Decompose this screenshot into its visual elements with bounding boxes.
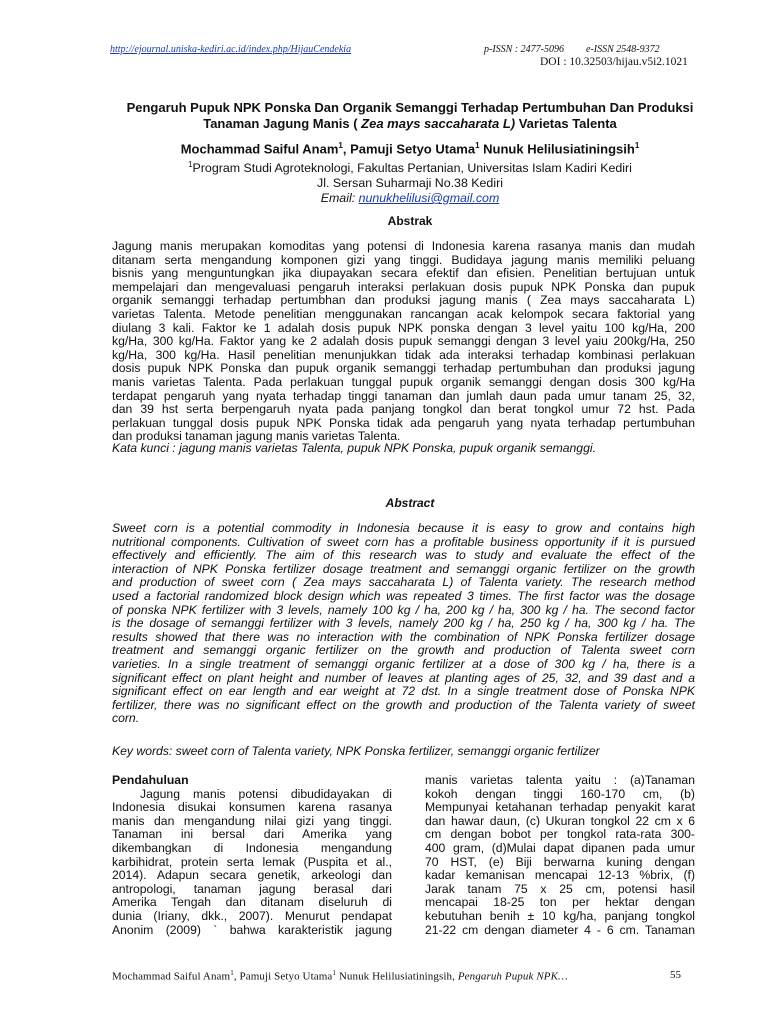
kata-kunci: Kata kunci : jagung manis varietas Talenta, pupuk NPK Ponska, pupuk organik semanggi.	[112, 441, 596, 455]
abstrak-line: Jagung manis merupakan komoditas yang potensi di Indonesia karena rasanya manis dan mudah	[112, 239, 695, 253]
pendahuluan-right-line: 70 HST, (e) Biji berwarna kuning dengan	[425, 854, 695, 869]
affiliation-institution: Program Studi Agroteknologi, Fakultas Pertanian, Universitas Islam Kadiri Kediri	[192, 161, 632, 176]
issn-info	[484, 44, 682, 55]
author-3-sup: 1	[634, 141, 640, 150]
author-2-sup: 1	[475, 141, 480, 150]
pendahuluan-left-line: manis dan mengandung nilai gizi yang tinggi.	[112, 813, 392, 828]
abstrak-body	[112, 240, 695, 444]
footer-author-2: , Pamuji Setyo Utama	[233, 970, 333, 983]
abstract-line: corn.	[112, 711, 140, 726]
email-link[interactable]: nunukhelilusi@gmail.com	[358, 191, 500, 206]
pendahuluan-left-line: antropologi, tanaman jagung berasal dari	[112, 881, 392, 896]
pendahuluan-left-line: Anonim (2009) ` bahwa karakteristik jagung	[112, 922, 392, 937]
page-number: 55	[670, 969, 681, 981]
abstrak-line: kg/Ha, 300 kg/Ha. Faktor yang ke 2 adalah dosis pupuk semanggi dengan 3 level yaiu 200kg/Ha, 250	[112, 334, 695, 349]
abstrak-line: organik semanggi terhadap pertumbhan dan produksi jagung manis ( Zea mays saccaharata L)	[112, 293, 695, 308]
affiliation-line-1	[100, 157, 720, 176]
pendahuluan-left-column	[112, 774, 392, 937]
pendahuluan-left-line: Tanaman ini bersal dari Amerika yang	[112, 827, 392, 842]
abstrak-line: bisnis yang menguntungkan jika diupayakan secara efektif dan efisien. Penelitian bertujuan untuk	[112, 266, 695, 281]
abstract-line: effectively and efficiently. The aim of this research was to study and evaluate the effect of the	[112, 548, 695, 563]
abstract-line: interaction of NPK Ponska fertilizer dosage treatment and semanggi organic fertilizer on the growth	[112, 561, 695, 576]
footer-short-title: Pengaruh Pupuk NPK…	[457, 970, 568, 983]
abstract-line: of ponska NPK fertilizer with 3 levels, namely 100 kg / ha, 200 kg / ha, 300 kg / ha. The second factor	[112, 602, 695, 617]
abstract-line: and production of sweet corn ( Zea mays saccaharata L) of Talenta variety. The research method	[112, 575, 695, 590]
abstract-heading: Abstract	[385, 496, 435, 510]
pendahuluan-left-line: 2014). Adapun secara genetik, arkeologi dan	[112, 868, 392, 883]
pendahuluan-left-line: dunia (Iriany, dkk., 2007). Menurut pendapat	[112, 908, 392, 923]
pendahuluan-left-line: karbihidrat, protein serta lemak (Puspita et al.,	[112, 854, 392, 869]
abstract-line: is the dosage of semanggi fertilizer with 3 levels, namely 200 kg / ha, 250 kg / ha, 300 kg / ha. The	[112, 616, 695, 631]
pendahuluan-left-line: Jagung manis potensi dibudidayakan di	[140, 786, 392, 801]
paper-title	[100, 100, 720, 132]
abstract-line: significant effect on plant height and number of leaves at planting ages of 25, 32, and 39 dast and a	[112, 670, 695, 685]
title-species: Zea mays saccaharata L)	[361, 116, 516, 131]
pendahuluan-right-line: 400 gram, (d)Mulai dapat dipanen pada umur	[425, 840, 695, 855]
abstract-line: nutritional components. Cultivation of sweet corn has a profitable business opportunity if it is pursued	[112, 534, 695, 549]
affiliation	[100, 157, 720, 206]
pendahuluan-right-line: cm dengan bobot per tongkol rata-rata 300-	[425, 827, 695, 842]
abstrak-heading: Abstrak	[387, 214, 433, 228]
pendahuluan-left-line: dikembangkan di Indonesia mengandung	[112, 840, 392, 855]
running-footer	[112, 969, 568, 983]
pendahuluan-right-line: Mempunyai ketahanan terhadap penyakit karat	[425, 800, 695, 815]
pendahuluan-left-line: Indonesia disukai konsumen karena rasanya	[112, 800, 392, 815]
pendahuluan-right-line: kadar kemanisan mencapai 12-13 %brix, (f)	[425, 868, 695, 883]
abstract-line: results showed that there was no interaction with the combination of NPK Ponska fertilizer dosage	[112, 629, 695, 644]
affiliation-sup: 1	[188, 160, 193, 169]
email-label: Email:	[320, 191, 359, 206]
footer-author-3: Nunuk Helilusiatiningsih,	[335, 970, 458, 983]
author-1: Mochammad Saiful Anam	[180, 141, 339, 157]
abstrak-line: ditanam serta mengandung komponen gizi yang tinggi. Budidaya jagung manis memiliki peluang	[112, 252, 695, 267]
key-words: Key words: sweet corn of Talenta variety, NPK Ponska fertilizer, semanggi organic fertilizer	[112, 744, 600, 758]
abstrak-line: dan 39 hst serta berpengaruh nyata pada panjang tongkol dan berat tongkol umur 72 hst. Pada	[112, 402, 695, 417]
footer-sup-2: 1	[332, 969, 336, 977]
author-1-sup: 1	[338, 141, 343, 150]
abstract-line: treatment and semanggi organic fertilizer on the growth and production of Talenta sweet corn	[112, 643, 695, 658]
title-line-2	[100, 116, 720, 132]
journal-url-link[interactable]: http://ejournal.uniska-kediri.ac.id/index.php/HijauCendekia	[110, 44, 352, 55]
abstract-line: used a factorial randomized block design which was repeated 3 times. The first factor was the dosage	[112, 588, 695, 603]
pendahuluan-heading: Pendahuluan	[112, 773, 189, 787]
p-issn: p-ISSN : 2477-5096	[484, 44, 564, 55]
abstrak-line: diulang 3 kali. Faktor ke 1 adalah dosis pupuk NPK ponska dengan 3 level yaitu 100 kg/Ha, 200	[112, 320, 695, 335]
e-issn: e-ISSN 2548-9372	[586, 44, 660, 55]
affiliation-line-2: Jl. Sersan Suharmaji No.38 Kediri	[317, 176, 503, 191]
pendahuluan-left-line: Amerika Tengah dan ditanam diseluruh di	[112, 895, 392, 910]
pendahuluan-right-line: 21-22 cm dengan diameter 4 - 6 cm. Tanaman	[425, 922, 695, 937]
email-line	[100, 191, 720, 206]
pendahuluan-right-line: kokoh dengan tinggi 160-170 cm, (b)	[425, 786, 695, 801]
abstrak-line: perlakuan tunggal dosis pupuk NPK Ponska tidak ada pengaruh yang nyata terhadap pertumbuhan	[112, 415, 695, 430]
abstract-line: varieties. In a single treatment of semanggi organic fertilizer at a dose of 300 kg / ha, there is a	[112, 656, 695, 671]
abstrak-line: varietas Talenta. Metode penelitian menggunakan rancangan acak kelompok secara faktorial yang	[112, 306, 695, 321]
doi: DOI : 10.32503/hijau.v5i2.1021	[540, 56, 688, 68]
abstract-line: Sweet corn is a potential commodity in Indonesia because it is easy to grow and contains high	[112, 521, 695, 535]
pendahuluan-right-line: Jarak tanam 75 x 25 cm, potensi hasil	[425, 881, 695, 896]
pendahuluan-right-line: mencapai 18-25 ton per hektar dengan	[425, 895, 695, 910]
abstrak-line: terdapat pengaruh yang nyata terhadap tinggi tanaman dan jumlah daun pada umur tanam 25, 32,	[112, 388, 695, 403]
abstract-body	[112, 522, 695, 726]
abstrak-line: kg/Ha, 300 kg/Ha. Hasil penelitian menunjukkan tidak ada interaksi terhadap kombinasi perlakuan	[112, 347, 695, 362]
author-3: Nunuk Helilusiatiningsih	[479, 141, 635, 157]
abstract-line: significant effect on ear length and ear weight at 72 dst. In a single treatment dose of Ponska NPK	[112, 684, 695, 699]
title-line-2-post: Varietas Talenta	[515, 116, 617, 131]
pendahuluan-right-column	[425, 774, 695, 937]
footer-sup-1: 1	[230, 969, 234, 977]
author-list	[100, 141, 720, 156]
title-line-2-pre: Tanaman Jagung Manis (	[203, 116, 362, 131]
abstrak-line: mempelajari dan mengevaluasi pengaruh interaksi perlakuan dosis pupuk NPK Ponska dan pupuk	[112, 279, 695, 294]
pendahuluan-right-line: dan hawar daun, (c) Ukuran tongkol 22 cm x 6	[425, 813, 695, 828]
pendahuluan-right-line: kebutuhan benih ± 10 kg/ha, panjang tongkol	[425, 908, 695, 923]
abstrak-line: dan produksi tanaman jagung manis varietas Talenta.	[112, 429, 401, 444]
pendahuluan-right-line: manis varietas talenta yaitu : (a)Tanaman	[425, 773, 695, 787]
abstrak-line: manis varietas Talenta. Pada perlakuan tunggal pupuk organik semanggi dengan dosis 300 kg/Ha	[112, 374, 695, 389]
abstract-line: fertilizer, there was no significant effect on the growth and production of the Talenta variety of sweet	[112, 697, 695, 712]
title-line-1: Pengaruh Pupuk NPK Ponska Dan Organik Semanggi Terhadap Pertumbuhan Dan Produksi	[126, 100, 694, 115]
footer-author-1: Mochammad Saiful Anam	[112, 970, 231, 983]
abstrak-line: dosis pupuk NPK Ponska dan pupuk organik semanggi terhadap pertumbuhan dan produksi jagung	[112, 361, 695, 376]
author-2: , Pamuji Setyo Utama	[342, 141, 476, 157]
